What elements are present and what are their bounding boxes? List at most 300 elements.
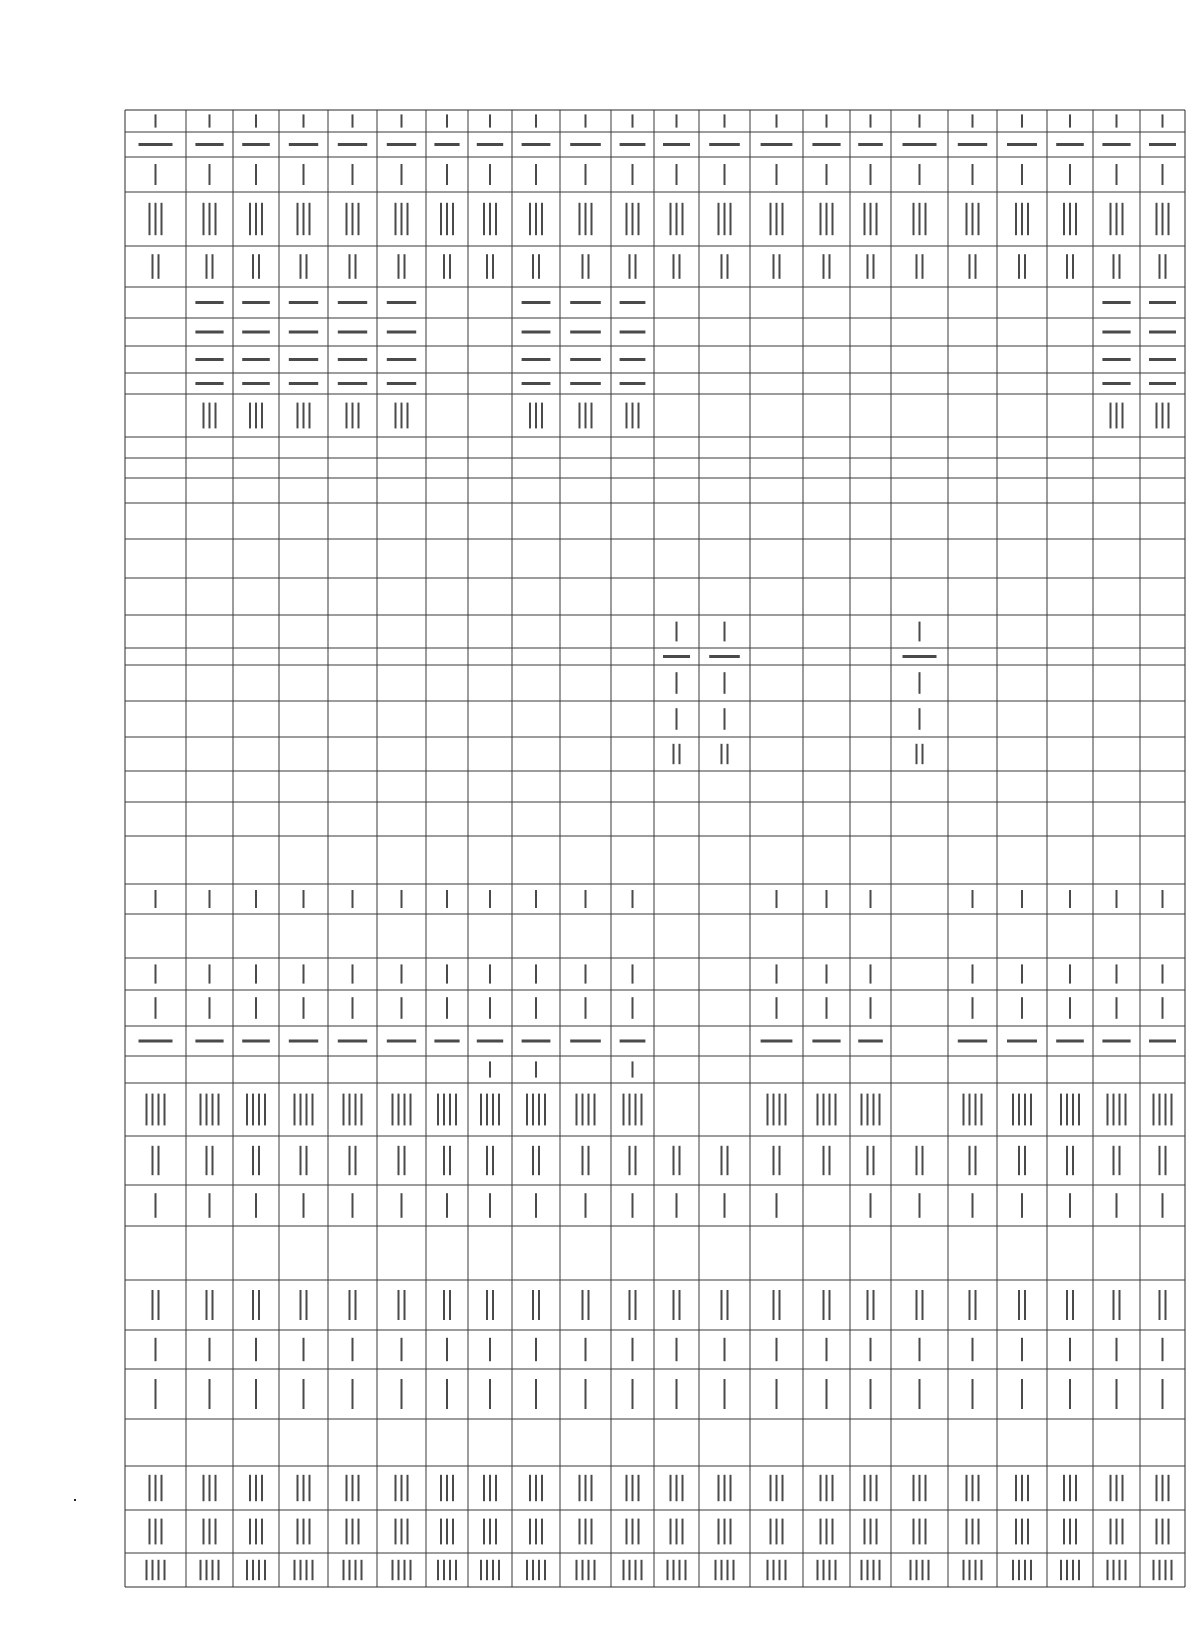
cell-text-mark: [1063, 1519, 1065, 1545]
cell-text-mark: [682, 1475, 684, 1501]
cell-text-mark: [972, 1519, 974, 1545]
cell-text-mark: [535, 1519, 537, 1545]
cell-text-mark: [489, 203, 491, 235]
cell-text-mark: [667, 1560, 669, 1580]
cell-text-mark: [352, 403, 354, 429]
cell-text-mark: [925, 1475, 927, 1501]
cell-text-mark: [903, 143, 937, 146]
cell-text-mark: [434, 143, 459, 146]
cell-text-mark: [297, 403, 299, 429]
cell-text-mark: [922, 1146, 924, 1175]
cell-text-mark: [1030, 1094, 1032, 1126]
cell-text-mark: [776, 890, 778, 908]
cell-text-mark: [1125, 1560, 1127, 1580]
cell-text-mark: [449, 1146, 451, 1175]
cell-text-mark: [761, 1040, 793, 1043]
cell-text-mark: [1113, 1094, 1115, 1126]
cell-text-mark: [1069, 1475, 1071, 1501]
cell-text-mark: [532, 1094, 534, 1126]
cell-text-mark: [588, 1094, 590, 1126]
cell-text-mark: [206, 254, 208, 279]
cell-text-mark: [826, 203, 828, 235]
cell-text-mark: [538, 1290, 540, 1320]
cell-text-mark: [676, 708, 678, 730]
cell-text-mark: [676, 1519, 678, 1545]
cell-text-mark: [1060, 1560, 1062, 1580]
cell-text-mark: [635, 1290, 637, 1320]
cell-text-mark: [922, 254, 924, 279]
cell-text-mark: [358, 1475, 360, 1501]
cell-text-mark: [398, 1290, 400, 1320]
cell-text-mark: [346, 203, 348, 235]
cell-text-mark: [1030, 1560, 1032, 1580]
cell-text-mark: [361, 1560, 363, 1580]
cell-text-mark: [673, 744, 675, 764]
cell-text-mark: [864, 1519, 866, 1545]
cell-text-mark: [1069, 964, 1071, 983]
cell-text-mark: [443, 1560, 445, 1580]
cell-text-mark: [306, 1290, 308, 1320]
cell-text-mark: [300, 1094, 302, 1126]
cell-text-mark: [776, 1338, 778, 1361]
cell-text-mark: [212, 1560, 214, 1580]
cell-text-mark: [620, 382, 646, 385]
cell-text-mark: [155, 1338, 157, 1361]
cell-text-mark: [969, 254, 971, 279]
cell-text-mark: [538, 1146, 540, 1175]
cell-text-mark: [355, 1290, 357, 1320]
cell-text-mark: [387, 331, 416, 334]
cell-text-mark: [215, 1519, 217, 1545]
cell-text-mark: [1075, 1475, 1077, 1501]
cell-text-mark: [730, 203, 732, 235]
cell-text-mark: [289, 331, 318, 334]
cell-text-mark: [975, 1560, 977, 1580]
cell-text-mark: [209, 1379, 211, 1409]
cell-text-mark: [632, 114, 634, 127]
cell-text-mark: [676, 1193, 678, 1218]
cell-text-mark: [387, 358, 416, 361]
cell-text-mark: [404, 1146, 406, 1175]
cell-text-mark: [1153, 1560, 1155, 1580]
cell-text-mark: [823, 1094, 825, 1126]
cell-text-mark: [585, 1193, 587, 1218]
cell-text-mark: [492, 254, 494, 279]
cell-text-mark: [826, 114, 828, 127]
cell-text-mark: [591, 203, 593, 235]
cell-text-mark: [352, 164, 354, 185]
cell-text-mark: [1125, 1094, 1127, 1126]
cell-text-mark: [1165, 1560, 1167, 1580]
cell-text-mark: [1021, 1475, 1023, 1501]
cell-text-mark: [1021, 964, 1023, 983]
cell-text-mark: [972, 1338, 974, 1361]
cell-text-mark: [535, 403, 537, 429]
cell-text-mark: [203, 203, 205, 235]
cell-text-mark: [629, 1094, 631, 1126]
cell-text-mark: [1056, 143, 1084, 146]
cell-text-mark: [149, 1475, 151, 1501]
cell-text-mark: [776, 1193, 778, 1218]
cell-text-mark: [486, 1146, 488, 1175]
cell-text-mark: [446, 164, 448, 185]
cell-text-mark: [209, 203, 211, 235]
cell-text-mark: [352, 890, 354, 908]
cell-text-mark: [1102, 382, 1130, 385]
cell-text-mark: [164, 1094, 166, 1126]
cell-text-mark: [1069, 114, 1071, 127]
cell-text-mark: [149, 203, 151, 235]
cell-text-mark: [346, 1475, 348, 1501]
cell-text-mark: [676, 203, 678, 235]
cell-text-mark: [1122, 403, 1124, 429]
cell-text-mark: [963, 1094, 965, 1126]
cell-text-mark: [1072, 1290, 1074, 1320]
cell-text-mark: [1069, 1519, 1071, 1545]
cell-text-mark: [776, 1379, 778, 1409]
cell-text-mark: [492, 1146, 494, 1175]
cell-text-mark: [870, 164, 872, 185]
cell-text-mark: [158, 1094, 160, 1126]
cell-text-mark: [538, 1560, 540, 1580]
cell-text-mark: [585, 1379, 587, 1409]
cell-text-mark: [242, 331, 270, 334]
cell-text-mark: [1149, 358, 1176, 361]
cell-text-mark: [155, 1193, 157, 1218]
cell-text-mark: [867, 1094, 869, 1126]
cell-text-mark: [682, 1519, 684, 1545]
cell-text-mark: [585, 890, 587, 908]
cell-text-mark: [361, 1094, 363, 1126]
cell-text-mark: [832, 1519, 834, 1545]
cell-text-mark: [535, 1475, 537, 1501]
cell-text-mark: [673, 1560, 675, 1580]
cell-text-mark: [1156, 203, 1158, 235]
cell-text-mark: [529, 203, 531, 235]
cell-text-mark: [1024, 1094, 1026, 1126]
cell-text-mark: [401, 1475, 403, 1501]
cell-text-mark: [297, 203, 299, 235]
cell-text-mark: [978, 1519, 980, 1545]
cell-text-mark: [358, 403, 360, 429]
cell-text-mark: [620, 331, 646, 334]
cell-text-mark: [289, 1040, 318, 1043]
cell-text-mark: [195, 331, 223, 334]
cell-text-mark: [718, 1519, 720, 1545]
cell-text-mark: [387, 301, 416, 304]
cell-text-mark: [864, 203, 866, 235]
cell-text-mark: [870, 1338, 872, 1361]
cell-text-mark: [585, 997, 587, 1019]
cell-text-mark: [392, 1094, 394, 1126]
cell-text-mark: [309, 203, 311, 235]
cell-text-mark: [1060, 1094, 1062, 1126]
cell-text-mark: [916, 254, 918, 279]
cell-text-mark: [300, 1560, 302, 1580]
cell-text-mark: [480, 1094, 482, 1126]
cell-text-mark: [1159, 1146, 1161, 1175]
scan-speck: [74, 1499, 76, 1501]
cell-text-mark: [209, 1193, 211, 1218]
cell-text-mark: [779, 1560, 781, 1580]
cell-text-mark: [437, 1094, 439, 1126]
cell-text-mark: [1116, 1379, 1118, 1409]
cell-text-mark: [981, 1094, 983, 1126]
cell-text-mark: [246, 1094, 248, 1126]
cell-text-mark: [258, 1146, 260, 1175]
cell-text-mark: [978, 1475, 980, 1501]
cell-text-mark: [903, 655, 937, 658]
cell-text-mark: [303, 890, 305, 908]
cell-text-mark: [975, 1290, 977, 1320]
cell-text-mark: [352, 964, 354, 983]
cell-text-mark: [966, 1475, 968, 1501]
cell-text-mark: [1056, 1040, 1084, 1043]
cell-text-mark: [306, 1094, 308, 1126]
cell-text-mark: [919, 203, 921, 235]
cell-text-mark: [489, 1061, 491, 1077]
cell-text-mark: [404, 1560, 406, 1580]
cell-text-mark: [535, 203, 537, 235]
cell-text-mark: [1165, 1290, 1167, 1320]
cell-text-mark: [724, 622, 726, 642]
cell-text-mark: [579, 203, 581, 235]
cell-text-mark: [158, 1560, 160, 1580]
cell-text-mark: [446, 1193, 448, 1218]
cell-text-mark: [387, 143, 416, 146]
cell-text-mark: [452, 203, 454, 235]
cell-text-mark: [582, 254, 584, 279]
cell-text-mark: [972, 1193, 974, 1218]
cell-text-mark: [867, 254, 869, 279]
cell-text-mark: [1021, 890, 1023, 908]
cell-text-mark: [255, 890, 257, 908]
cell-text-mark: [401, 890, 403, 908]
cell-text-mark: [867, 1290, 869, 1320]
cell-text-mark: [632, 1338, 634, 1361]
cell-text-mark: [975, 254, 977, 279]
cell-text-mark: [338, 1040, 367, 1043]
cell-text-mark: [876, 1519, 878, 1545]
cell-text-mark: [588, 254, 590, 279]
cell-text-mark: [483, 1519, 485, 1545]
cell-text-mark: [638, 203, 640, 235]
cell-text-mark: [679, 744, 681, 764]
cell-text-mark: [544, 1094, 546, 1126]
cell-text-mark: [1159, 1290, 1161, 1320]
cell-text-mark: [522, 301, 551, 304]
cell-text-mark: [773, 1094, 775, 1126]
cell-text-mark: [522, 358, 551, 361]
cell-text-mark: [958, 1040, 987, 1043]
cell-text-mark: [835, 1560, 837, 1580]
cell-text-mark: [346, 1519, 348, 1545]
cell-text-mark: [972, 1475, 974, 1501]
cell-text-mark: [679, 254, 681, 279]
cell-text-mark: [585, 203, 587, 235]
cell-text-mark: [294, 1094, 296, 1126]
cell-text-mark: [823, 1146, 825, 1175]
cell-text-mark: [1159, 1560, 1161, 1580]
cell-text-mark: [1069, 1338, 1071, 1361]
cell-text-mark: [1122, 203, 1124, 235]
cell-text-mark: [249, 1519, 251, 1545]
cell-text-mark: [776, 964, 778, 983]
cell-text-mark: [398, 1094, 400, 1126]
cell-text-mark: [446, 1475, 448, 1501]
cell-text-mark: [676, 1475, 678, 1501]
cell-text-mark: [826, 1475, 828, 1501]
cell-text-mark: [1113, 254, 1115, 279]
cell-text-mark: [1113, 1146, 1115, 1175]
cell-text-mark: [404, 1094, 406, 1126]
cell-text-mark: [404, 254, 406, 279]
cell-text-mark: [203, 403, 205, 429]
cell-text-mark: [966, 1519, 968, 1545]
cell-text-mark: [1116, 997, 1118, 1019]
cell-text-mark: [1024, 1560, 1026, 1580]
cell-text-mark: [338, 358, 367, 361]
cell-text-mark: [1159, 1094, 1161, 1126]
cell-text-mark: [532, 1290, 534, 1320]
cell-text-mark: [585, 164, 587, 185]
cell-text-mark: [1162, 1338, 1164, 1361]
cell-text-mark: [1149, 143, 1176, 146]
cell-text-mark: [255, 164, 257, 185]
cell-text-mark: [495, 203, 497, 235]
cell-text-mark: [249, 203, 251, 235]
cell-text-mark: [1116, 1193, 1118, 1218]
cell-text-mark: [620, 1040, 646, 1043]
cell-text-mark: [1078, 1094, 1080, 1126]
cell-text-mark: [919, 622, 921, 642]
cell-text-mark: [1102, 143, 1130, 146]
cell-text-mark: [352, 1338, 354, 1361]
cell-text-mark: [724, 708, 726, 730]
cell-text-mark: [443, 1146, 445, 1175]
cell-text-mark: [261, 1475, 263, 1501]
cell-text-mark: [1015, 1475, 1017, 1501]
cell-text-mark: [1075, 203, 1077, 235]
cell-text-mark: [1018, 1146, 1020, 1175]
cell-text-mark: [1021, 1338, 1023, 1361]
cell-text-mark: [570, 143, 601, 146]
cell-text-mark: [913, 203, 915, 235]
cell-text-mark: [522, 382, 551, 385]
cell-text-mark: [443, 254, 445, 279]
cell-text-mark: [922, 744, 924, 764]
cell-text-mark: [398, 1560, 400, 1580]
table-grid: [125, 110, 1185, 1587]
cell-text-mark: [312, 1094, 314, 1126]
cell-text-mark: [338, 143, 367, 146]
cell-text-mark: [925, 1519, 927, 1545]
cell-text-mark: [410, 1560, 412, 1580]
cell-text-mark: [1102, 1040, 1130, 1043]
cell-text-mark: [489, 164, 491, 185]
cell-text-mark: [195, 358, 223, 361]
cell-text-mark: [152, 1290, 154, 1320]
cell-text-mark: [588, 1560, 590, 1580]
cell-text-mark: [1168, 203, 1170, 235]
cell-text-mark: [492, 1094, 494, 1126]
cell-text-mark: [782, 1475, 784, 1501]
cell-text-mark: [289, 143, 318, 146]
cell-text-mark: [870, 997, 872, 1019]
cell-text-mark: [873, 1094, 875, 1126]
cell-text-mark: [358, 1519, 360, 1545]
cell-text-mark: [776, 114, 778, 127]
cell-text-mark: [835, 1094, 837, 1126]
cell-text-mark: [632, 1379, 634, 1409]
cell-text-mark: [1156, 1475, 1158, 1501]
cell-text-mark: [209, 114, 211, 127]
cell-text-mark: [673, 1146, 675, 1175]
cell-text-mark: [1119, 1560, 1121, 1580]
cell-text-mark: [963, 1560, 965, 1580]
cell-text-mark: [879, 1094, 881, 1126]
cell-text-mark: [1149, 301, 1176, 304]
cell-text-mark: [916, 1146, 918, 1175]
cell-text-mark: [623, 1094, 625, 1126]
cell-text-mark: [718, 1475, 720, 1501]
cell-text-mark: [1063, 203, 1065, 235]
cell-text-mark: [352, 1475, 354, 1501]
cell-text-mark: [876, 1475, 878, 1501]
cell-text-mark: [585, 1338, 587, 1361]
cell-text-mark: [1015, 1519, 1017, 1545]
cell-text-mark: [261, 403, 263, 429]
cell-text-mark: [449, 254, 451, 279]
cell-text-mark: [826, 964, 828, 983]
cell-text-mark: [570, 1040, 601, 1043]
cell-text-mark: [289, 358, 318, 361]
cell-text-mark: [724, 164, 726, 185]
cell-text-mark: [443, 1290, 445, 1320]
cell-text-mark: [303, 203, 305, 235]
cell-text-mark: [919, 114, 921, 127]
cell-text-mark: [535, 1379, 537, 1409]
cell-text-mark: [1119, 1146, 1121, 1175]
cell-text-mark: [820, 1475, 822, 1501]
cell-text-mark: [440, 1519, 442, 1545]
cell-text-mark: [635, 1146, 637, 1175]
cell-text-mark: [916, 744, 918, 764]
cell-text-mark: [913, 1519, 915, 1545]
cell-text-mark: [1116, 964, 1118, 983]
cell-text-mark: [870, 890, 872, 908]
cell-text-mark: [1116, 164, 1118, 185]
cell-text-mark: [242, 1040, 270, 1043]
cell-text-mark: [300, 1290, 302, 1320]
cell-text-mark: [709, 143, 740, 146]
cell-text-mark: [242, 143, 270, 146]
cell-text-mark: [663, 143, 690, 146]
cell-text-mark: [358, 203, 360, 235]
cell-text-mark: [455, 1560, 457, 1580]
cell-text-mark: [1078, 1560, 1080, 1580]
cell-text-mark: [164, 1560, 166, 1580]
cell-text-mark: [576, 1094, 578, 1126]
cell-text-mark: [212, 1146, 214, 1175]
cell-text-mark: [1021, 114, 1023, 127]
cell-text-mark: [873, 1146, 875, 1175]
cell-text-mark: [352, 997, 354, 1019]
cell-text-mark: [252, 1094, 254, 1126]
cell-text-mark: [829, 1290, 831, 1320]
cell-text-mark: [526, 1094, 528, 1126]
cell-text-mark: [1066, 1560, 1068, 1580]
